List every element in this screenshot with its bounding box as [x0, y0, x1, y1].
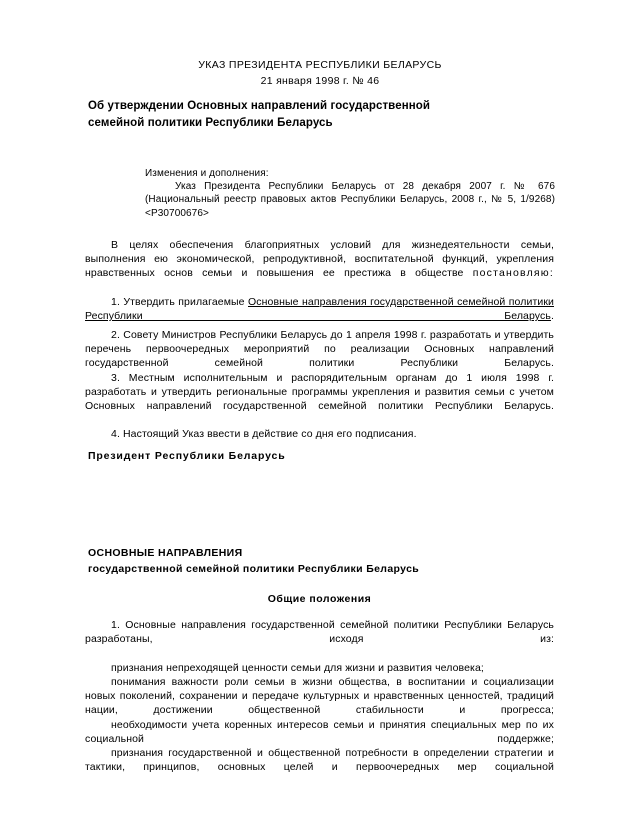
item-3-block	[85, 371, 554, 428]
decree-date: 21 января 1998 г. № 46	[260, 75, 380, 87]
subsection-heading: Общие положения	[267, 593, 372, 605]
preamble-block	[85, 238, 554, 295]
item-2-paragraph: 2. Совету Министров Республики Беларусь до 1 апреля 1998 г. разработать и утвердить перечень первоочередных мероприятий по реализации Основных направлений государственной семейной политики Республики Беларусь.	[85, 329, 554, 370]
amendments-block	[145, 167, 555, 233]
section-heading-line-2: государственной семейной политики Республики Беларусь	[88, 562, 420, 575]
signature-line: Президент Республики Беларусь	[88, 450, 286, 462]
section-heading-line-1: ОСНОВНЫЕ НАПРАВЛЕНИЯ	[88, 547, 243, 559]
decree-title: УКАЗ ПРЕЗИДЕНТА РЕСПУБЛИКИ БЕЛАРУСЬ	[198, 59, 442, 71]
general-provisions-bullet-4-block	[85, 746, 554, 789]
general-provisions-bullet-2: понимания важности роли семьи в жизни общества, в воспитании и социализации новых поколений, сохранении и передаче культурных и нравственных ценностей, традиций нации, достижении общественной стабильности и прогресса;	[85, 676, 554, 717]
document-header	[85, 58, 555, 89]
preamble-text: В целях обеспечения благоприятных условий для жизнедеятельности семьи, выполнения ею экономической, репродуктивной, воспитательной функций, укрепления нравственных основ семьи и повышения ее престижа в обществе	[85, 239, 554, 280]
general-provisions-bullet-1: признания непреходящей ценности семьи для жизни и развития человека;	[111, 662, 484, 674]
preamble-paragraph	[85, 238, 554, 295]
item-4-paragraph: 4. Настоящий Указ ввести в действие со дня его подписания.	[111, 428, 417, 440]
item-1-suffix: .	[550, 310, 554, 323]
section-heading	[88, 546, 508, 577]
preamble-enacting-word: постановляю:	[472, 267, 554, 280]
amendments-text: Указ Президента Республики Беларусь от 28 декабря 2007 г. № 676 (Национальный реестр правовых актов Республики Беларусь, 2008 г., № 5, 1/9268) <Р30700676>	[145, 181, 555, 219]
general-provisions-intro-block	[85, 618, 554, 661]
general-provisions-bullet-1-block	[85, 661, 554, 675]
general-provisions-bullet-3: необходимости учета коренных интересов семьи и принятия специальных мер по их социальной поддержке;	[85, 719, 554, 746]
item-1-reference-link[interactable]: Основные направления государственной семейной политики Республики Беларусь	[85, 296, 554, 323]
item-1-prefix: 1. Утвердить прилагаемые	[111, 296, 248, 308]
page-title: Об утверждении Основных направлений государственной семейной политики Республики Беларусь	[88, 100, 431, 129]
amendments-label: Изменения и дополнения:	[145, 168, 269, 179]
general-provisions-bullet-4: признания государственной и общественной потребности в определении стратегии и тактики, принципов, основных целей и первоочередных мер социальной	[85, 747, 554, 774]
general-provisions-intro: 1. Основные направления государственной семейной политики Республики Беларусь разработаны, исходя из:	[85, 619, 554, 646]
item-3-paragraph: 3. Местным исполнительным и распорядительным органам до 1 июля 1998 г. разработать и утвердить региональные программы укрепления и развития семьи с учетом Основных направлений государственной семейной политики Республики Беларусь.	[85, 372, 554, 413]
item-4-block	[85, 427, 554, 441]
